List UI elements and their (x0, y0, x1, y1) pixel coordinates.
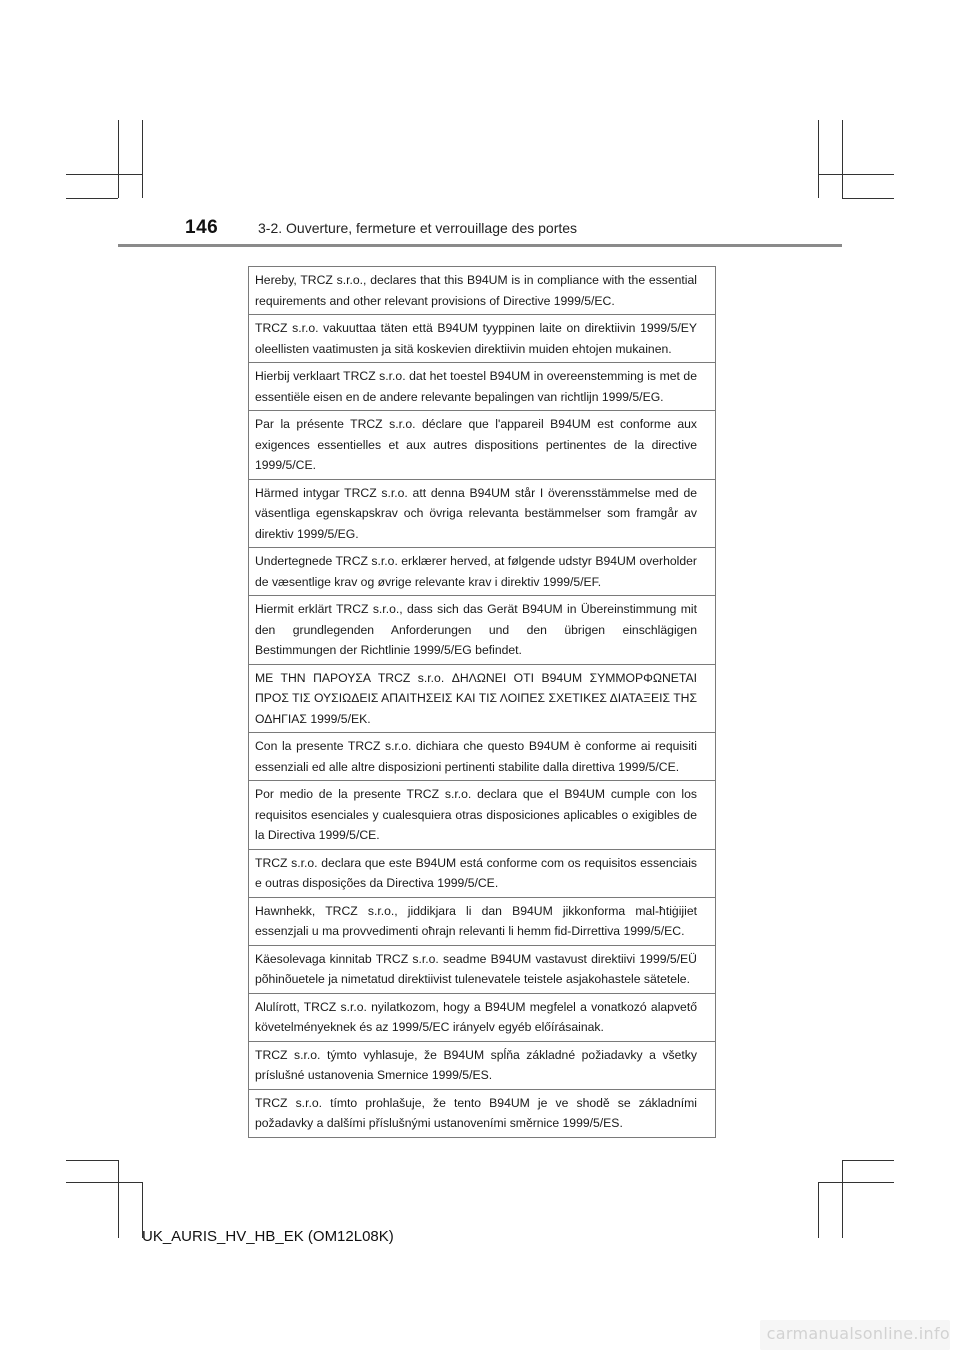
declaration-spanish: Por medio de la presente TRCZ s.r.o. declara que el B94UM cumple con los requisitos esenciales y cualesquiera otras disposiciones aplicables o exigibles de la Directiva 1999/5/CE. (249, 780, 715, 849)
crop-mark (842, 198, 894, 199)
section-title: 3-2. Ouverture, fermeture et verrouillage des portes (258, 220, 578, 236)
watermark-text: carmanualsonline.info (766, 1324, 950, 1343)
crop-mark (142, 120, 143, 198)
crop-mark (842, 1160, 843, 1238)
crop-mark (66, 1182, 142, 1183)
declarations-table (248, 266, 716, 1138)
crop-mark (818, 1182, 819, 1238)
crop-mark (118, 120, 119, 198)
crop-mark (842, 1160, 894, 1161)
page-number: 146 (185, 217, 219, 238)
declaration-italian: Con la presente TRCZ s.r.o. dichiara che questo B94UM è conforme ai requisiti essenziali ed alle altre disposizioni pertinenti stabilite dalla direttiva 1999/5/CE. (249, 732, 715, 780)
crop-mark (818, 1182, 894, 1183)
declaration-english: Hereby, TRCZ s.r.o., declares that this B94UM is in compliance with the essential requirements and other relevant provisions of Directive 1999/5/EC. (255, 273, 697, 308)
declaration-portuguese: TRCZ s.r.o. declara que este B94UM está conforme com os requisitos essenciais e outras disposições da Directiva 1999/5/CE. (249, 849, 715, 897)
declaration-maltese: Hawnhekk, TRCZ s.r.o., jiddikjara li dan B94UM jikkonforma mal-ħtiġijiet essenzjali u ma provvedimenti oħrajn relevanti li hemm fid-Dirrettiva 1999/5/EC. (249, 897, 715, 945)
declaration-czech: TRCZ s.r.o. tímto prohlašuje, že tento B94UM je ve shodě se základními požadavky a dalšími příslušnými ustanoveními směrnice 1999/5/ES. (249, 1089, 715, 1137)
declaration-greek: ΜΕ ΤΗΝ ΠΑΡΟΥΣΑ TRCZ s.r.o. ΔΗΛΩΝΕΙ ΟΤΙ B94UM ΣΥΜΜΟΡΦΩΝΕΤΑΙ ΠΡΟΣ ΤΙΣ ΟΥΣΙΩΔΕΙΣ ΑΠΑΙΤΗΣΕΙΣ ΚΑΙ ΤΙΣ ΛΟΙΠΕΣ ΣΧΕΤΙΚΕΣ ΔΙΑΤΑΞΕΙΣ ΤΗΣ ΟΔΗΓΙΑΣ 1999/5/ΕΚ. (249, 664, 715, 733)
declaration-german: Hiermit erklärt TRCZ s.r.o., dass sich das Gerät B94UM in Übereinstimmung mit den grundlegenden Anforderungen und den übrigen einschlägigen Bestimmungen der Richtlinie 1999/5/EG befindet. (249, 595, 715, 664)
declaration-french: Par la présente TRCZ s.r.o. déclare que l'appareil B94UM est conforme aux exigences essentielles et aux autres dispositions pertinentes de la directive 1999/5/CE. (249, 410, 715, 479)
crop-mark (842, 120, 843, 198)
crop-mark (818, 120, 819, 198)
declaration-swedish: Härmed intygar TRCZ s.r.o. att denna B94UM står I överensstämmelse med de väsentliga egenskapskrav och övriga relevanta bestämmelser som framgår av direktiv 1999/5/EG. (249, 479, 715, 548)
document-code: UK_AURIS_HV_HB_EK (OM12L08K) (142, 1228, 394, 1245)
declaration-dutch: Hierbij verklaart TRCZ s.r.o. dat het toestel B94UM in overeenstemming is met de essentiële eisen en de andere relevante bepalingen van richtlijn 1999/5/EG. (249, 362, 715, 410)
declaration-estonian: Käesolevaga kinnitab TRCZ s.r.o. seadme B94UM vastavust direktiivi 1999/5/EÜ põhinõuetele ja nimetatud direktiivist tulenevatele teistele asjakohastele sätetele. (249, 945, 715, 993)
declaration-slovak: TRCZ s.r.o. týmto vyhlasuje, že B94UM spĺňa základné požiadavky a všetky príslušné ustanovenia Smernice 1999/5/ES. (249, 1041, 715, 1089)
header-rule (118, 244, 842, 247)
watermark (760, 1320, 950, 1350)
declaration-hungarian: Alulírott, TRCZ s.r.o. nyilatkozom, hogy a B94UM megfelel a vonatkozó alapvető követelményeknek és az 1999/5/EC irányelv egyéb előírásainak. (249, 993, 715, 1041)
crop-mark (66, 1160, 118, 1161)
declaration-danish: Undertegnede TRCZ s.r.o. erklærer herved, at følgende udstyr B94UM overholder de væsentlige krav og øvrige relevante krav i direktiv 1999/5/EF. (249, 547, 715, 595)
declaration-finnish: TRCZ s.r.o. vakuuttaa täten että B94UM tyyppinen laite on direktiivin 1999/5/EY oleellisten vaatimusten ja sitä koskevien direktiivin muiden ehtojen mukainen. (249, 314, 715, 362)
crop-mark (66, 174, 142, 175)
crop-mark (818, 174, 894, 175)
crop-mark (118, 1160, 119, 1238)
crop-mark (66, 198, 118, 199)
